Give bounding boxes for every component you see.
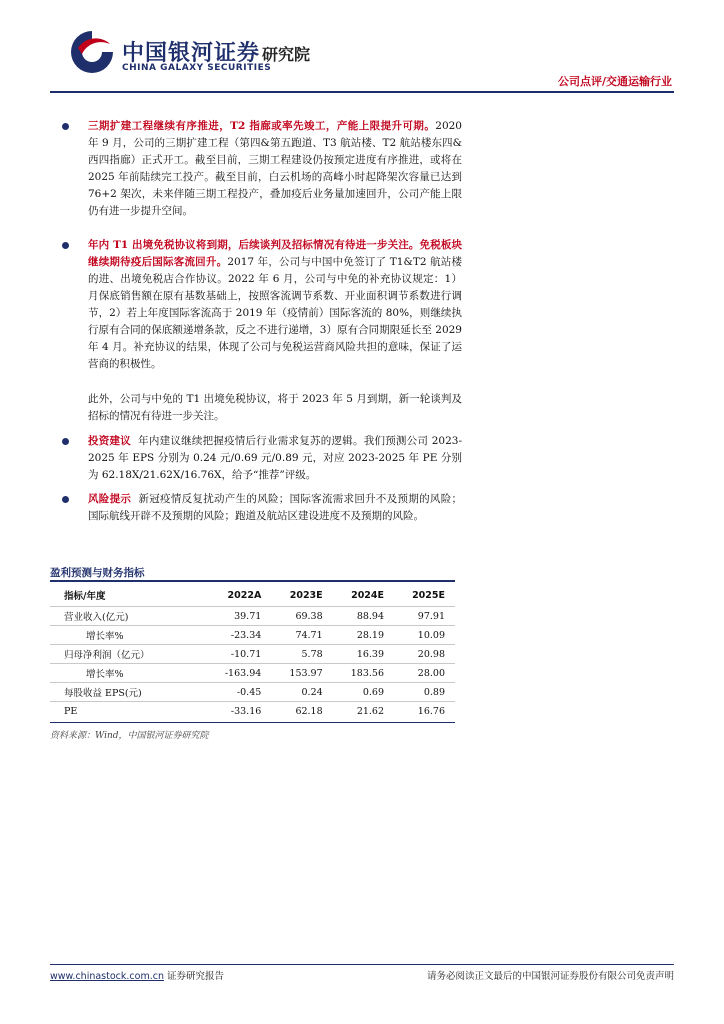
footer-left xyxy=(50,968,224,982)
row-value: 16.76 xyxy=(394,702,455,721)
table-row xyxy=(50,702,455,721)
row-value: 10.09 xyxy=(394,626,455,645)
row-label: 增长率% xyxy=(50,664,205,683)
bullet-duty-free xyxy=(62,237,462,373)
row-label: 营业收入(亿元) xyxy=(50,607,205,626)
bullet-dot-icon xyxy=(62,123,69,130)
row-value: 21.62 xyxy=(333,702,394,721)
table-body xyxy=(50,607,455,721)
galaxy-logo-icon xyxy=(68,28,116,76)
bullet-capacity-expansion xyxy=(62,118,462,220)
row-label: 每股收益 EPS(元) xyxy=(50,683,205,702)
bullet-paragraph xyxy=(88,118,462,220)
footer-label: 证券研究报告 xyxy=(167,971,225,982)
bullet-text: 年内建议继续把握疫情后行业需求复苏的逻辑。我们预测公司 2023-2025 年 EPS 分别为 0.24 元/0.69 元/0.89 元，对应 2023-2025 年 PE 分别为 62.18X/21.62X/16.76X，给予“推荐”评级。 xyxy=(88,435,463,481)
row-value: 88.94 xyxy=(333,607,394,626)
table-bottom-rule xyxy=(50,722,455,723)
row-value: 16.39 xyxy=(333,645,394,664)
extra-paragraph: 此外，公司与中免的 T1 出境免税协议，将于 2023 年 5 月到期，新一轮谈判及招标的情况有待进一步关注。 xyxy=(88,393,462,422)
bullet-highlight: 年内 T1 出境免税协议将到期，后续谈判及招标情况有待进一步关注。免税板块继续期待疫后国际客流回升。 xyxy=(88,239,462,268)
bullet-text: 2017 年，公司与中国中免签订了 T1&T2 航站楼的进、出境免税店合作协议。2022 年 6 月，公司与中免的补充协议规定：1）月保底销售额在原有基数基础上，按照客流调节系数、开业面积调节系数进行调节，2）若上年度国际客流高于 2019 年（疫情前）国际客流的 80%，则继续执行原有合同的保底额递增条款，反之不进行递增，3）原有合同期限延长至 2029 年 4 月。补充协议的结果，体现了公司与免税运营商风险共担的意味，保证了运营商的积极性。 xyxy=(88,256,463,370)
table-row xyxy=(50,626,455,645)
row-value: -10.71 xyxy=(205,645,271,664)
row-value: 0.24 xyxy=(271,683,332,702)
financial-forecast-table xyxy=(50,584,455,720)
row-value: -23.34 xyxy=(205,626,271,645)
bullet-risk-warning xyxy=(62,491,462,525)
bullet-paragraph xyxy=(88,237,462,373)
row-value: 28.19 xyxy=(333,626,394,645)
table-header-cell: 2022A xyxy=(227,589,262,601)
logo-english-name: CHINA GALAXY SECURITIES xyxy=(122,63,272,73)
table-header-cell: 指标/年度 xyxy=(64,591,106,602)
bullet-dot-icon xyxy=(62,242,69,249)
bullet-highlight: 风险提示 xyxy=(88,493,132,505)
table-header-row xyxy=(50,584,455,607)
row-label: 归母净利润（亿元） xyxy=(50,645,205,664)
row-value: 183.56 xyxy=(333,664,394,683)
row-value: 74.71 xyxy=(271,626,332,645)
bullet-paragraph xyxy=(88,491,462,525)
bullet-text: 2020 年 9 月，公司的三期扩建工程（第四&第五跑道、T3 航站楼、T2 航站楼东四&西四指廊）正式开工。截至目前，三期工程建设仍按预定进度有序推进，或将在 2025 年前陆续完工投产。截至目前，白云机场的高峰小时起降架次容量已达到 76+2 架次，未来伴随三期工程投产，叠加疫后业务量加速回升，公司产能上限仍有进一步提升空间。 xyxy=(88,120,462,217)
table-top-rule xyxy=(50,580,455,582)
bullet-dot-icon xyxy=(62,438,69,445)
table-row xyxy=(50,664,455,683)
table-row xyxy=(50,607,455,626)
row-value: 39.71 xyxy=(205,607,271,626)
row-value: 62.18 xyxy=(271,702,332,721)
footer-disclaimer: 请务必阅读正文最后的中国银河证券股份有限公司免责声明 xyxy=(426,971,674,982)
footer-divider xyxy=(50,964,674,965)
bullet-paragraph xyxy=(88,433,462,484)
logo-chinese-name: 中国银河证券 xyxy=(122,41,261,66)
row-label: 增长率% xyxy=(50,626,205,645)
bullet-dot-icon xyxy=(62,496,69,503)
table-header-cell: 2025E xyxy=(412,589,445,601)
row-value: -163.94 xyxy=(205,664,271,683)
table-header-cell: 2023E xyxy=(289,589,323,601)
row-value: 97.91 xyxy=(394,607,455,626)
row-value: 153.97 xyxy=(271,664,332,683)
row-value: -33.16 xyxy=(205,702,271,721)
report-category: 公司点评/交通运输行业 xyxy=(557,75,672,88)
page-header xyxy=(0,0,724,95)
table-source: 资料来源：Wind，中国银河证券研究院 xyxy=(50,731,209,741)
row-value: 5.78 xyxy=(271,645,332,664)
row-value: 69.38 xyxy=(271,607,332,626)
row-value: 0.89 xyxy=(394,683,455,702)
row-value: -0.45 xyxy=(205,683,271,702)
row-value: 0.69 xyxy=(333,683,394,702)
row-value: 28.00 xyxy=(394,664,455,683)
table-title: 盈利预测与财务指标 xyxy=(50,567,145,579)
bullet-text: 新冠疫情反复扰动产生的风险；国际客流需求回升不及预期的风险；国际航线开辟不及预期的风险；跑道及航站区建设进度不及预期的风险。 xyxy=(88,493,462,522)
logo-institute-label: 研究院 xyxy=(262,45,311,64)
table-row xyxy=(50,683,455,702)
row-label: PE xyxy=(50,702,205,721)
bullet-investment-advice xyxy=(62,433,462,484)
row-value: 20.98 xyxy=(394,645,455,664)
table-header-cell: 2024E xyxy=(351,589,385,601)
bullet-highlight: 投资建议 xyxy=(88,435,131,447)
header-divider xyxy=(50,91,674,93)
table-row xyxy=(50,645,455,664)
bullet-highlight: 三期扩建工程继续有序推进，T2 指廊或率先竣工，产能上限提升可期。 xyxy=(88,120,436,132)
website-link[interactable]: www.chinastock.com.cn xyxy=(50,971,164,982)
